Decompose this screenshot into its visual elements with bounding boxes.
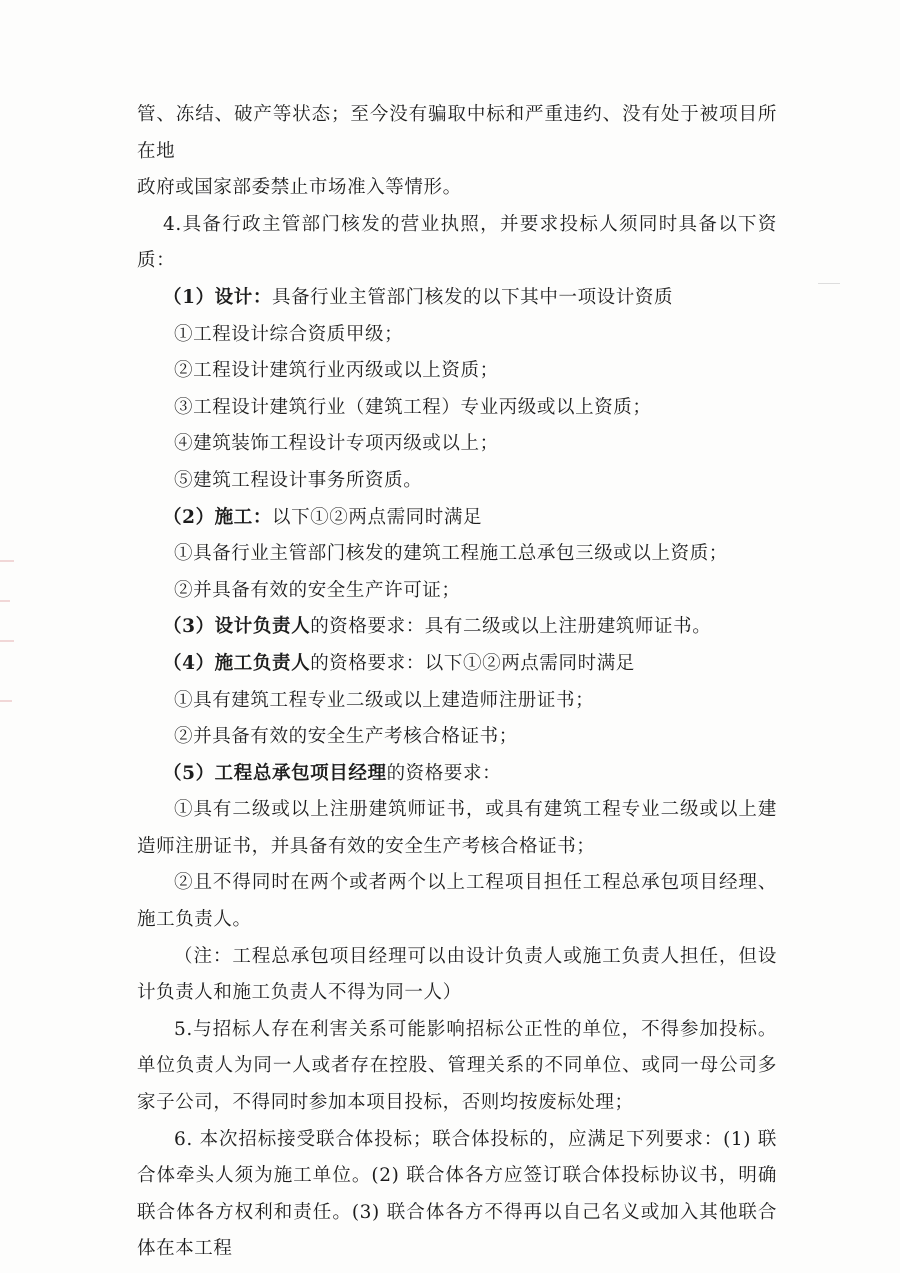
text-line: 管、冻结、破产等状态；至今没有骗取中标和严重违约、没有处于被项目所在地: [137, 104, 777, 162]
item-heading: （5）工程总承包项目经理: [163, 762, 387, 784]
clause-4: 4.具备行政主管部门核发的营业执照，并要求投标人须同时具备以下资质：: [137, 213, 777, 272]
stamp-trace: [0, 600, 10, 602]
document-body: [137, 97, 777, 1268]
paragraph: ②且不得同时在两个或者两个以上工程项目担任工程总承包项目经理、施工负责人。: [137, 872, 777, 931]
item-heading: （3）设计负责人: [163, 616, 311, 638]
item-heading: （4）施工负责人: [163, 652, 311, 674]
item-text: 的资格要求：以下①②两点需同时满足: [310, 652, 635, 674]
paragraph: ①具有二级或以上注册建筑师证书，或具有建筑工程专业二级或以上建造师注册证书，并具备有效的安全生产考核合格证书；: [137, 799, 777, 857]
item-construction-lead: [137, 646, 777, 683]
list-item: ③工程设计建筑行业（建筑工程）专业丙级或以上资质；: [174, 396, 652, 418]
text-line: 政府或国家部委禁止市场准入等情形。: [137, 177, 462, 199]
list-item: ②工程设计建筑行业丙级或以上资质；: [174, 360, 499, 382]
item-design: [137, 280, 777, 317]
item-text: 具备行业主管部门核发的以下其中一项设计资质: [271, 286, 674, 308]
stamp-trace: [0, 700, 12, 702]
item-heading: （2）施工：: [163, 506, 272, 528]
list-item: ①具备行业主管部门核发的建筑工程施工总承包三级或以上资质；: [174, 543, 728, 565]
list-item: ①工程设计综合资质甲级；: [174, 323, 404, 345]
item-text: 以下①②两点需同时满足: [271, 506, 483, 528]
scan-mark: [818, 283, 840, 284]
list-item: ②并具备有效的安全生产许可证；: [174, 579, 461, 601]
item-text: 的资格要求：具有二级或以上注册建筑师证书。: [310, 616, 712, 638]
item-design-lead: [137, 609, 777, 646]
item-construction: [137, 500, 777, 537]
list-item: ⑤建筑工程设计事务所资质。: [174, 469, 423, 491]
item-text: 的资格要求：: [386, 762, 502, 784]
list-item: ①具有建筑工程专业二级或以上建造师注册证书；: [174, 689, 595, 711]
list-item: ④建筑装饰工程设计专项丙级或以上；: [174, 433, 499, 455]
stamp-trace: [0, 640, 14, 642]
stamp-trace: [0, 560, 14, 562]
clause-6: 6. 本次招标接受联合体投标；联合体投标的，应满足下列要求：(1) 联合体牵头人须为施工单位。(2) 联合体各方应签订联合体投标协议书，明确联合体各方权利和责任。(3) 联合体各方不得再以自己名义或加入其他联合体在本工程: [137, 1128, 777, 1260]
item-pm: [137, 756, 777, 793]
note-paragraph: （注：工程总承包项目经理可以由设计负责人或施工负责人担任，但设计负责人和施工负责人不得为同一人）: [137, 945, 777, 1004]
item-heading: （1）设计：: [163, 286, 272, 308]
list-item: ②并具备有效的安全生产考核合格证书；: [174, 726, 518, 748]
clause-5: 5.与招标人存在利害关系可能影响招标公正性的单位，不得参加投标。单位负责人为同一人或者存在控股、管理关系的不同单位、或同一母公司多家子公司，不得同时参加本项目投标，否则均按废标处理；: [137, 1018, 777, 1114]
